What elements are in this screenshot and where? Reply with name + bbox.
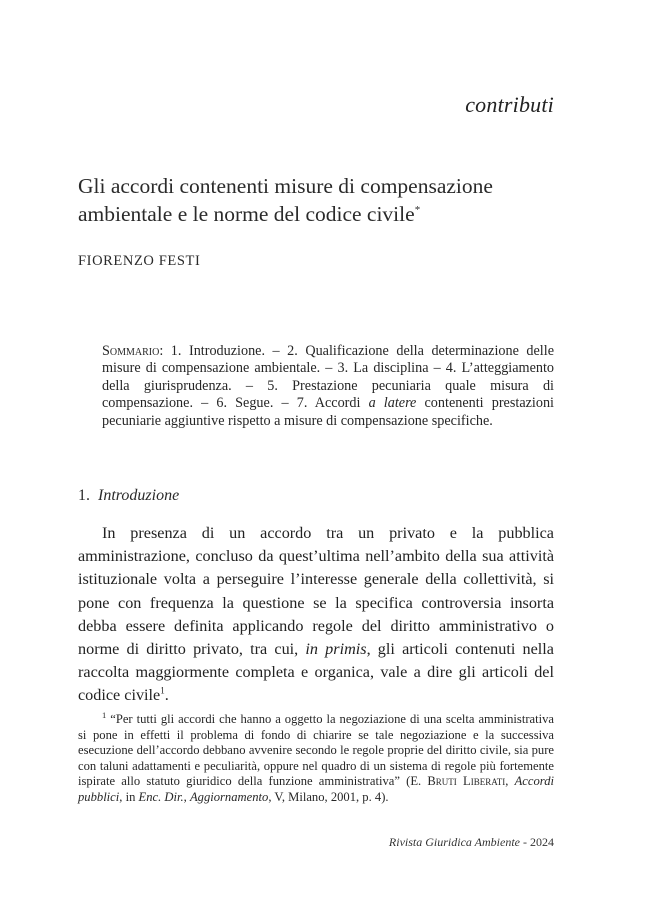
page-footer	[389, 835, 554, 850]
footnote-sep3: ,	[183, 789, 190, 804]
footnote-cited-journal: Enc. Dir.	[138, 789, 184, 804]
footnote-cited-work: Accordi pubblici	[78, 774, 554, 804]
article-author: FIORENZO FESTI	[78, 253, 201, 269]
footnote-sep2: , in	[119, 789, 139, 804]
footer-separator: -	[520, 835, 530, 849]
footnote-text-part2: , V, Milano, 2001, p. 4).	[268, 789, 389, 804]
section-number: 1.	[78, 487, 90, 504]
footer-year: 2024	[530, 835, 554, 849]
paragraph-end: .	[164, 686, 169, 705]
title-footnote-marker[interactable]: *	[414, 203, 421, 216]
footnote	[78, 709, 554, 805]
footnote-cited-author: Bruti Liberati	[427, 774, 506, 788]
summary-label: Sommario:	[102, 343, 164, 359]
article-title-text: Gli accordi contenenti misure di compensazione ambientale e le norme del codice civile	[78, 174, 493, 226]
article-title	[78, 172, 548, 228]
footnote-cited-volume: Aggiornamento	[189, 789, 269, 804]
summary-text-part1: 1. Introduzione. – 2. Qualificazione della determinazione delle misure di compensazione ambientale. – 3. La disciplina – 4. L’atteggiamento della giurisprudenza. – 5. Prestazione pecuniaria quale misura di compensazione. – 6. Segue. – 7. Accordi	[102, 343, 554, 412]
footnote-sep1: ,	[505, 774, 515, 788]
paragraph-italic-text: in primis	[305, 640, 367, 659]
section-label: contributi	[465, 92, 554, 117]
footnote-marker: 1	[102, 709, 107, 720]
body-paragraph	[78, 522, 554, 708]
summary-block	[102, 343, 554, 430]
section-heading	[78, 487, 179, 505]
summary-italic-text: a latere	[368, 395, 417, 412]
paragraph-text-part2: , gli articoli contenuti nella raccolta maggiormente completa e organica, vale a dire gli articoli del codice civile	[78, 640, 554, 705]
footnote-text-part1: “Per tutti gli accordi che hanno a oggetto la negoziazione di una scelta amministrativa si pone in effetti il problema di fondo di chiarire se tale negoziazione e la successiva esecuzione dell’accordo debbano avvenire secondo le regole proprie del diritto civile, sia pure con taluni adattamenti e peculiarità, oppure nel quadro di un sistema di regole più fortemente ispirate allo statuto giuridico della funzione amministrativa” (E.	[78, 712, 554, 788]
summary-text-part2: contenenti prestazioni pecuniarie aggiuntive rispetto a misure di compensazione specifiche.	[102, 395, 554, 429]
footnote-reference[interactable]: 1	[160, 686, 165, 697]
section-title: Introduzione	[98, 487, 180, 504]
paragraph-text-part1: In presenza di un accordo tra un privato e la pubblica amministrazione, concluso da quest’ultima nell’ambito della sua attività istituzionale volta a perseguire l’interesse generale della collettività, si pone con frequenza la questione se la specifica controversia insorta debba essere definita applicando regole del diritto amministrativo o norme di diritto privato, tra cui,	[78, 524, 554, 659]
footer-journal: Rivista Giuridica Ambiente	[388, 835, 520, 849]
